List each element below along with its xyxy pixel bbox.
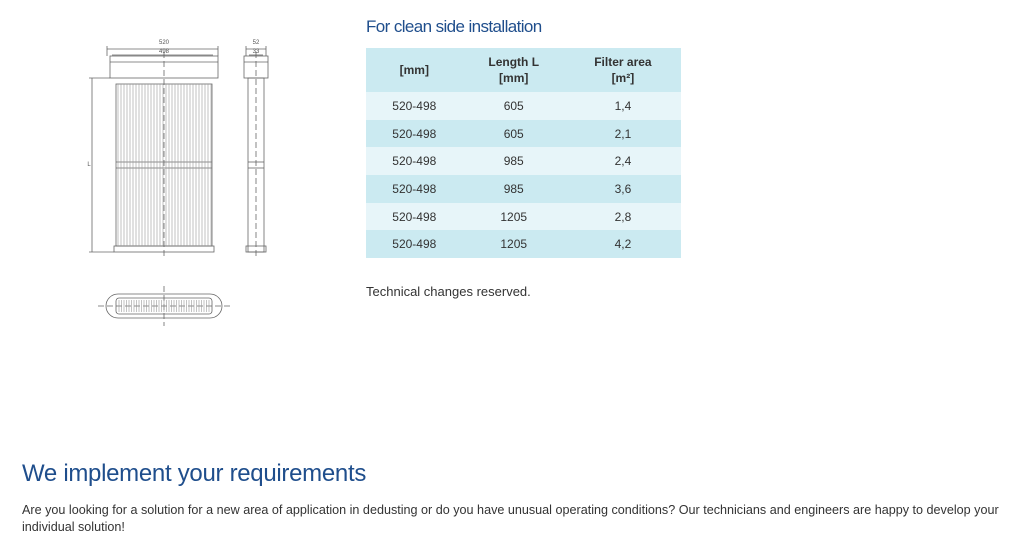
dim-width-inner: 498 <box>158 49 170 55</box>
cell-length: 1205 <box>463 230 565 258</box>
table-header-row <box>366 48 681 92</box>
cell-filter-area: 4,2 <box>565 230 681 258</box>
filter-spec-table <box>366 48 681 258</box>
filter-technical-drawing <box>80 36 280 326</box>
cell-dimensions: 520-498 <box>366 230 463 258</box>
section-title: For clean side installation <box>366 17 542 36</box>
cell-filter-area: 2,4 <box>565 147 681 175</box>
cell-filter-area: 2,8 <box>565 203 681 231</box>
table-row <box>366 230 681 258</box>
table-row <box>366 203 681 231</box>
cell-dimensions: 520-498 <box>366 92 463 120</box>
technical-note: Technical changes reserved. <box>366 284 531 299</box>
requirements-heading: We implement your requirements <box>22 460 367 487</box>
header-filter-area: Filter area [m²] <box>565 48 681 92</box>
dim-depth-outer: 52 <box>252 40 260 46</box>
table-row <box>366 147 681 175</box>
cell-dimensions: 520-498 <box>366 175 463 203</box>
cell-length: 605 <box>463 120 565 148</box>
header-length: Length L [mm] <box>463 48 565 92</box>
cell-length: 605 <box>463 92 565 120</box>
header-dimensions: [mm] <box>366 48 463 92</box>
cell-length: 1205 <box>463 203 565 231</box>
cell-length: 985 <box>463 147 565 175</box>
table-row <box>366 175 681 203</box>
dim-width-outer: 520 <box>158 40 170 46</box>
dim-depth-inner: 33 <box>252 49 260 55</box>
dim-length-label: L <box>87 162 91 168</box>
cell-dimensions: 520-498 <box>366 120 463 148</box>
table-row <box>366 92 681 120</box>
cell-dimensions: 520-498 <box>366 147 463 175</box>
cell-dimensions: 520-498 <box>366 203 463 231</box>
cell-length: 985 <box>463 175 565 203</box>
requirements-text: Are you looking for a solution for a new area of application in dedusting or do you have unusual operating conditions? Our technicians and engineers are happy to develop your individual solution! <box>22 503 999 534</box>
table-row <box>366 120 681 148</box>
cell-filter-area: 2,1 <box>565 120 681 148</box>
cell-filter-area: 3,6 <box>565 175 681 203</box>
cell-filter-area: 1,4 <box>565 92 681 120</box>
